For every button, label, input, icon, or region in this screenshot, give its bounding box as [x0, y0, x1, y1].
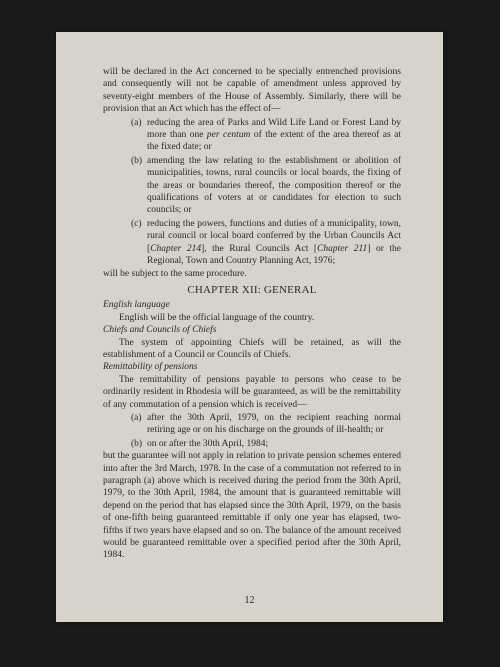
list-item — [131, 438, 401, 450]
section-text-english: English will be the official language of the country. — [119, 312, 315, 323]
item-label: (a) — [131, 117, 142, 128]
section-text-chiefs: The system of appointing Chiefs will be retained, as will the establishment of a Council or Councils of Chiefs. — [103, 337, 401, 360]
item-text: amending the law relating to the establishment or abolition of municipalities, towns, rural councils or local boards, the fixing of the areas or boundaries thereof, the composition thereof or the qualifications of voters at or candidates for election to such councils; or — [147, 155, 401, 216]
chapter-title: CHAPTER XII: GENERAL — [187, 283, 317, 296]
list-item — [131, 155, 401, 217]
item-label: (c) — [131, 218, 142, 229]
page-body — [103, 66, 401, 562]
item-text: reducing the area of Parks and Wild Life Land or Forest Land by more than one per centum of the extent of the area thereof as at the fixed date; or — [147, 117, 402, 153]
item-text: on or after the 30th April, 1984; — [147, 438, 269, 449]
document-page — [56, 32, 443, 622]
section-heading-chiefs: Chiefs and Councils of Chiefs — [103, 325, 217, 336]
item-text: reducing the powers, functions and duties of a municipality, town, rural council or local board conferred by the Urban Councils Act [Chapter 214], the Rural Councils Act [Chapter 211] or the Regional, Town and Country Planning Act, 1976; — [147, 218, 402, 267]
list-item — [131, 117, 401, 154]
list-item — [131, 412, 401, 437]
intro-paragraph: will be declared in the Act concerned to be specially entrenched provisions and consequently will not be capable of amendment unless approved by seventy-eight members of the House of Assembly. Similarly, there will be provision that an Act which has the effect of— — [103, 67, 401, 115]
closing-paragraph: but the guarantee will not apply in relation to private pension schemes entered into after the 3rd March, 1978. In the case of a commutation not referred to in paragraph (a) above which is received during the period from the 30th April, 1979, to the 30th April, 1984, the amount that is guaranteed remittable will depend on the period that has elapsed since the 30th April, 1979, on the basis of one-fifth being guaranteed remittable if only one year has elapsed, two-fifths if two years have elapsed and so on. The balance of the amount received would be guaranteed remittable over a specified period after the 30th April, 1984. — [103, 451, 401, 561]
item-label: (b) — [131, 155, 143, 166]
section-heading-pensions: Remittability of pensions — [103, 362, 198, 373]
section-text-pensions: The remittability of pensions payable to persons who cease to be ordinarily resident in Rhodesia will be guaranteed, as will be the remittability of any commutation of a pension which is received— — [103, 374, 401, 410]
item-text: after the 30th April, 1979, on the recipient reaching normal retiring age or on his discharge on the grounds of ill-health; or — [147, 412, 401, 436]
list-item — [131, 218, 401, 268]
item-label: (a) — [131, 412, 142, 423]
page-number: 12 — [244, 595, 255, 606]
section-heading-english: English language — [103, 300, 170, 311]
subject-line: will be subject to the same procedure. — [103, 268, 247, 279]
item-label: (b) — [131, 438, 143, 449]
